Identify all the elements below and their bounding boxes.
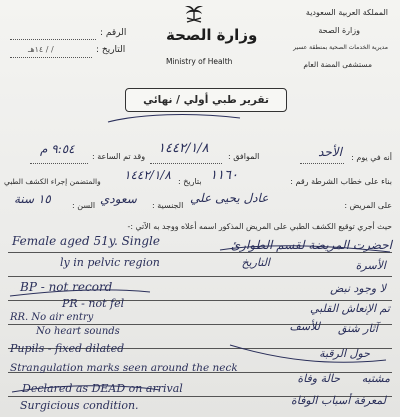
form-age-label: السن : [72,201,96,210]
note-ar-8: حول الرقبة [319,347,370,360]
letterhead-ministry: وزارة الصحة [318,26,360,35]
note-ar-3: الأسرة [355,259,386,272]
note-ar-10: مشتبه [361,372,390,385]
handwritten-letter-date: ١٤٤٢/١/٨ [124,168,171,182]
ink-stroke-3 [220,246,390,252]
handwritten-letter-number: ١١٦٠ [210,168,238,183]
form-day-label: أنه في يوم : [351,153,392,162]
ink-stroke-4 [230,345,386,362]
form-letter-date-label: بتاريخ : [178,177,202,186]
note-en-1: Female aged 51y. Single [12,234,160,248]
form-exam-request-text: والمتضمن إجراء الكشف الطبي [4,177,101,186]
report-title: تقرير طبي أولي / نهائي [143,94,269,106]
form-nationality-label: الجنسية : [152,201,184,210]
note-en-6: No heart sounds [36,326,120,337]
note-ar-9: حالة وفاة [297,372,340,385]
note-ar-6: للأسف [289,320,320,333]
letterhead-kingdom: المملكة العربية السعودية [305,8,388,17]
handwritten-age: ١٥ سنة [14,192,51,206]
note-en-9: Declared as DEAD on arrival [22,382,183,395]
handwritten-nationality: سعودي [100,192,137,206]
ink-stroke-2 [12,386,160,392]
form-patient-label: على المريض : [344,201,392,210]
note-ar-5: تم الإنعاش القلبي [310,302,390,315]
logo-arabic-name: وزارة الصحة [166,26,258,44]
form-police-letter-label: بناء على خطاب الشرطة رقم : [290,177,392,186]
note-ar-1: احضرت المريضة لقسم الطوارئ [230,238,392,252]
logo-english-name: Ministry of Health [166,57,233,66]
note-en-5: RR. No air entry [10,312,94,323]
form-exam-statement: حيث أجري توقيع الكشف الطبي على المريض المذكور اسمه أعلاه ووجد به الآتي :- [127,222,392,231]
letterhead-hospital: مستشفى المضة العام [303,60,372,69]
note-ar-11: لمعرفة أسباب الوفاة [291,394,386,407]
handwritten-time: ٩:٥٤ م [40,142,75,156]
letterhead-directorate: مديرية الخدمات الصحية بمنطقة عسير [293,44,388,51]
ink-stroke-1 [10,290,150,296]
ink-underline-title [108,115,240,122]
reference-date-label: التاريخ : [96,45,126,55]
note-en-2: ly in pelvic region [60,256,160,269]
reference-number-label: الرقم : [100,28,127,38]
handwritten-day: الأحد [318,145,342,159]
handwritten-visit-date: ١٤٤٢/١/٨ [158,141,209,156]
note-en-7: Pupils - fixed dilated [10,342,125,355]
form-time-label: وقد تم الساعة : [92,152,146,161]
handwritten-patient-name: عادل يحيى علي [190,191,269,205]
note-ar-7: آثار شنق [338,322,378,335]
note-en-8: Strangulation marks seen around the neck [10,362,238,374]
note-en-10: Surgicious condition. [20,399,139,412]
note-ar-2: التاريخ [241,256,270,269]
note-en-3: BP - not record [20,280,113,294]
reference-date-value: / / ١٤هـ [28,45,54,54]
note-ar-4: لا وجود نبض [330,282,386,295]
form-date-label: الموافق : [228,152,260,161]
note-en-4: PR - not fel [62,297,125,310]
